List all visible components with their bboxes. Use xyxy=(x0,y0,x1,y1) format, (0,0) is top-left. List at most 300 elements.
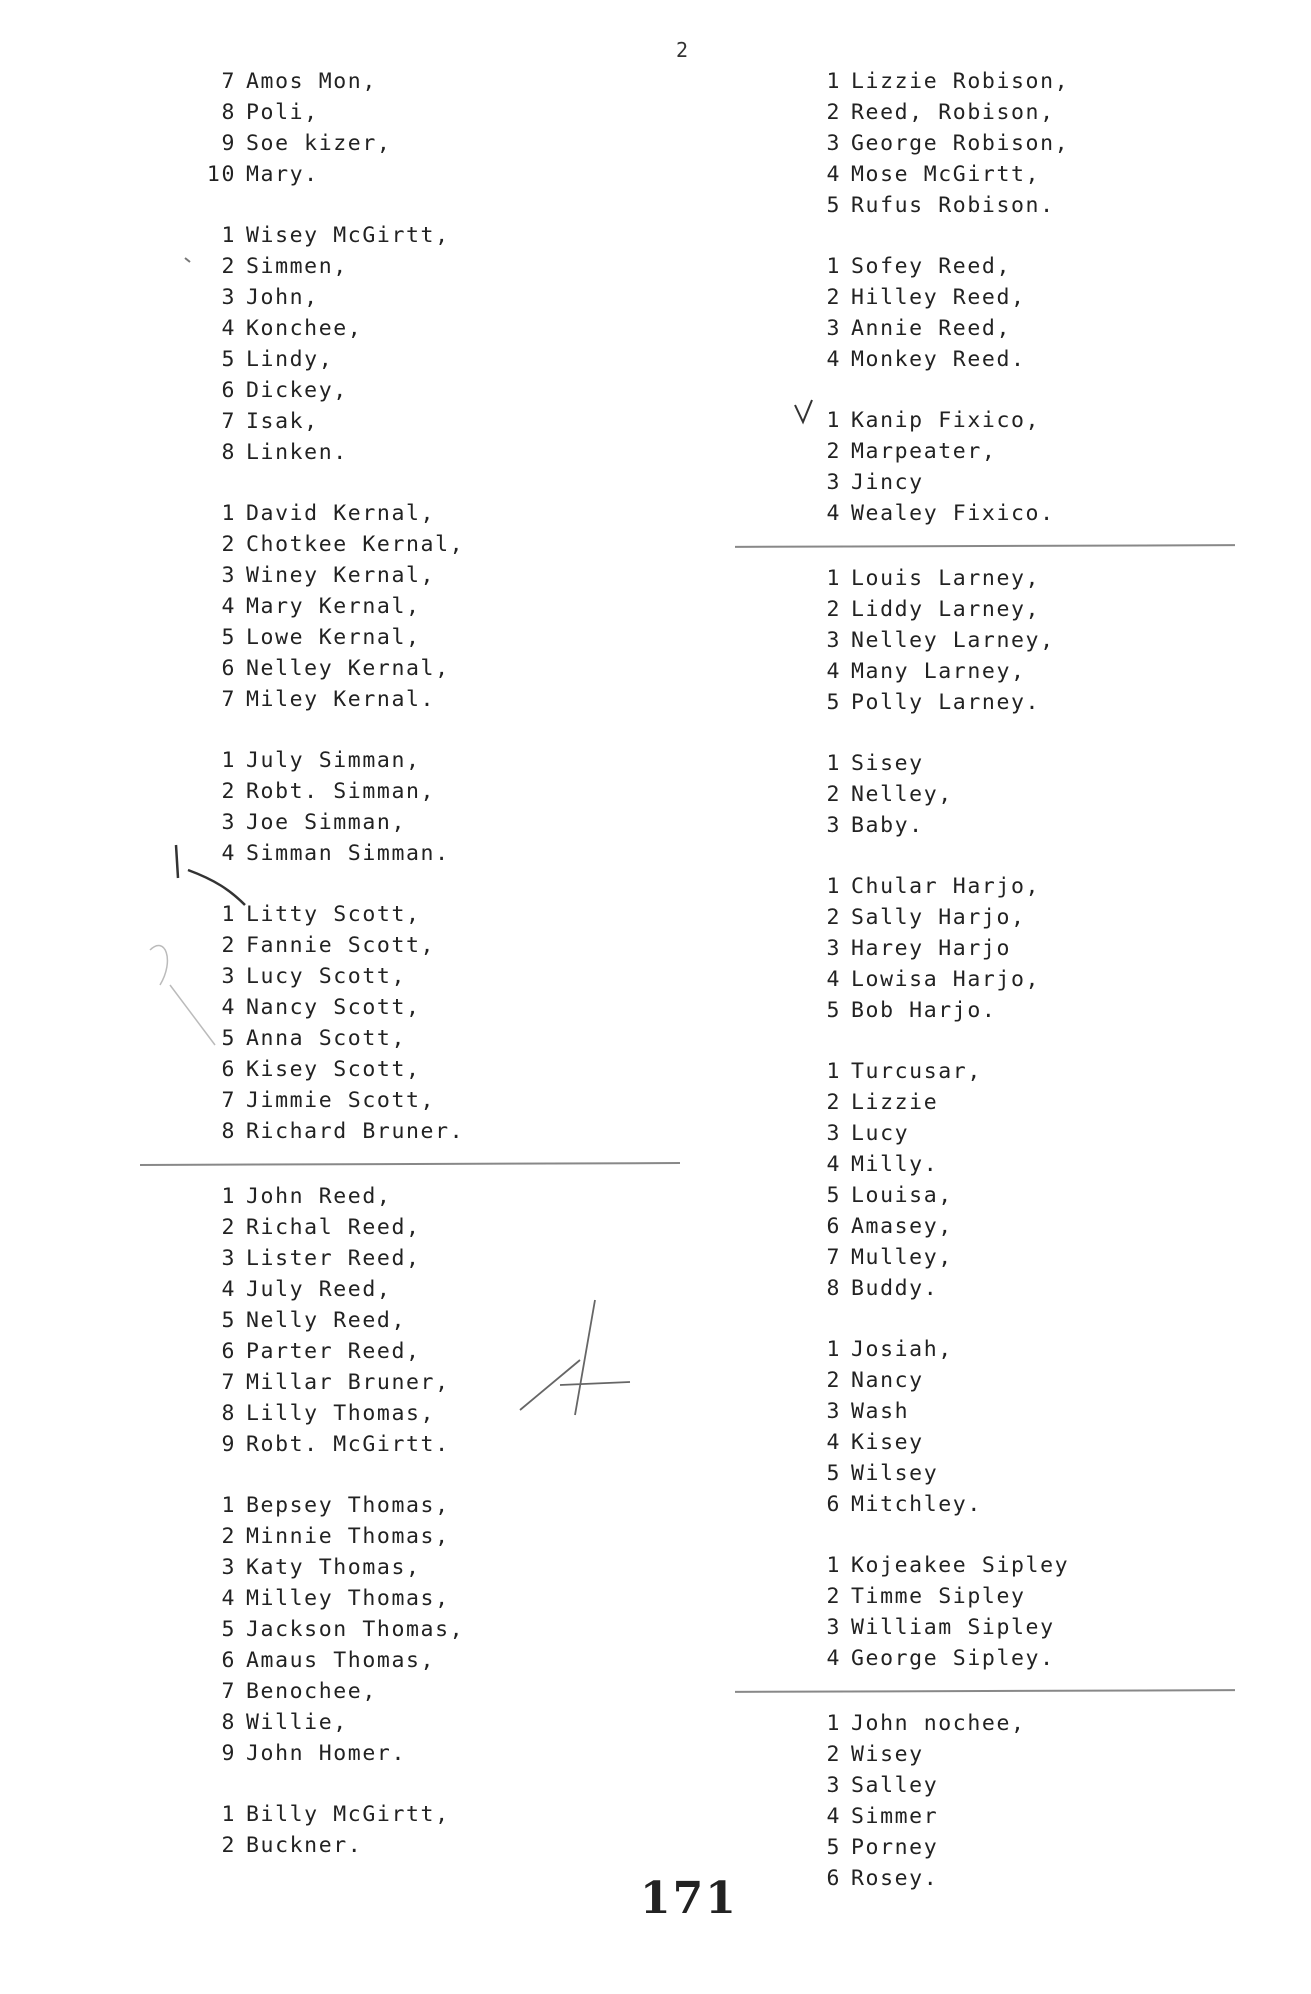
household-group xyxy=(200,498,720,715)
entry-name: July Simman, xyxy=(246,748,421,773)
entry-number: 7 xyxy=(826,1245,841,1270)
list-item xyxy=(200,1085,720,1116)
entry-name: Jimmie Scott, xyxy=(246,1088,436,1113)
list-item xyxy=(200,437,720,468)
entry-number: 3 xyxy=(826,131,841,156)
entry-number: 1 xyxy=(826,751,841,776)
entry-name: Simmen, xyxy=(246,254,348,279)
pencil-dot-mark xyxy=(185,258,190,262)
list-item xyxy=(200,1054,720,1085)
entry-name: Nelley, xyxy=(851,782,953,807)
list-item xyxy=(200,1336,720,1367)
list-item xyxy=(200,1367,720,1398)
entry-number: 7 xyxy=(221,1370,236,1395)
list-item xyxy=(200,1212,720,1243)
entry-name: Kanip Fixico, xyxy=(851,408,1041,433)
entry-name: Buckner. xyxy=(246,1833,363,1858)
entry-number: 4 xyxy=(826,347,841,372)
list-item xyxy=(200,776,720,807)
list-item xyxy=(805,498,1265,529)
entry-name: Mary Kernal, xyxy=(246,594,421,619)
list-item xyxy=(805,1489,1265,1520)
entry-number: 4 xyxy=(221,1277,236,1302)
entry-number: 7 xyxy=(221,1679,236,1704)
entry-number: 3 xyxy=(221,810,236,835)
entry-name: Simman Simman. xyxy=(246,841,450,866)
list-item xyxy=(805,1612,1265,1643)
entry-name: Lizzie xyxy=(851,1090,939,1115)
entry-number: 3 xyxy=(826,1773,841,1798)
entry-number: 2 xyxy=(221,779,236,804)
list-item xyxy=(805,871,1265,902)
entry-name: Mary. xyxy=(246,162,319,187)
list-item xyxy=(805,1550,1265,1581)
entry-number: 4 xyxy=(221,995,236,1020)
household-group xyxy=(805,1708,1265,1894)
entry-name: Josiah, xyxy=(851,1337,953,1362)
list-item xyxy=(200,653,720,684)
entry-number: 4 xyxy=(221,1586,236,1611)
entry-number: 2 xyxy=(221,1524,236,1549)
list-item xyxy=(200,560,720,591)
entry-name: Salley xyxy=(851,1773,939,1798)
list-item xyxy=(805,779,1265,810)
entry-number: 1 xyxy=(826,1059,841,1084)
list-item xyxy=(805,467,1265,498)
entry-number: 2 xyxy=(826,100,841,125)
entry-name: John Homer. xyxy=(246,1741,406,1766)
entry-name: Hilley Reed, xyxy=(851,285,1026,310)
entry-number: 5 xyxy=(221,1308,236,1333)
household-group xyxy=(200,745,720,869)
household-group xyxy=(200,66,720,190)
entry-number: 2 xyxy=(826,597,841,622)
entry-number: 2 xyxy=(826,782,841,807)
entry-name: Many Larney, xyxy=(851,659,1026,684)
household-group xyxy=(805,871,1265,1026)
entry-name: Millar Bruner, xyxy=(246,1370,450,1395)
entry-number: 5 xyxy=(826,193,841,218)
entry-number: 5 xyxy=(826,1835,841,1860)
entry-name: Richal Reed, xyxy=(246,1215,421,1240)
list-item xyxy=(200,1583,720,1614)
entry-number: 1 xyxy=(221,1184,236,1209)
list-item xyxy=(200,128,720,159)
list-item xyxy=(200,1676,720,1707)
list-item xyxy=(200,313,720,344)
entry-number: 1 xyxy=(826,69,841,94)
entry-number: 2 xyxy=(221,254,236,279)
entry-name: Turcusar, xyxy=(851,1059,982,1084)
entry-number: 4 xyxy=(826,1646,841,1671)
entry-name: Nelley Larney, xyxy=(851,628,1055,653)
entry-name: Minnie Thomas, xyxy=(246,1524,450,1549)
entry-name: George Sipley. xyxy=(851,1646,1055,1671)
list-item xyxy=(805,625,1265,656)
entry-number: 1 xyxy=(826,254,841,279)
list-item xyxy=(200,159,720,190)
entry-number: 8 xyxy=(221,1710,236,1735)
entry-name: Kisey xyxy=(851,1430,924,1455)
entry-name: Litty Scott, xyxy=(246,902,421,927)
list-item xyxy=(805,1149,1265,1180)
list-item xyxy=(805,1770,1265,1801)
entry-name: William Sipley xyxy=(851,1615,1055,1640)
list-item xyxy=(200,1707,720,1738)
list-item xyxy=(200,344,720,375)
entry-number: 2 xyxy=(826,905,841,930)
list-item xyxy=(200,220,720,251)
entry-number: 1 xyxy=(826,408,841,433)
entry-number: 10 xyxy=(206,162,236,187)
entry-name: Winey Kernal, xyxy=(246,563,436,588)
list-item xyxy=(805,1832,1265,1863)
entry-name: Lizzie Robison, xyxy=(851,69,1070,94)
entry-number: 3 xyxy=(221,1246,236,1271)
entry-name: Kisey Scott, xyxy=(246,1057,421,1082)
entry-number: 6 xyxy=(221,1339,236,1364)
list-item xyxy=(805,1087,1265,1118)
household-group xyxy=(805,251,1265,375)
entry-name: Mulley, xyxy=(851,1245,953,1270)
entry-number: 9 xyxy=(221,1741,236,1766)
entry-number: 3 xyxy=(826,1399,841,1424)
list-item xyxy=(805,594,1265,625)
entry-number: 5 xyxy=(826,690,841,715)
entry-name: Bepsey Thomas, xyxy=(246,1493,450,1518)
entry-name: Sally Harjo, xyxy=(851,905,1026,930)
list-item xyxy=(805,1458,1265,1489)
list-item xyxy=(200,1181,720,1212)
entry-name: Wilsey xyxy=(851,1461,939,1486)
list-item xyxy=(805,251,1265,282)
entry-number: 4 xyxy=(221,316,236,341)
list-item xyxy=(200,375,720,406)
household-group xyxy=(805,1334,1265,1520)
list-item xyxy=(200,282,720,313)
list-item xyxy=(805,1708,1265,1739)
entry-name: Simmer xyxy=(851,1804,939,1829)
entry-number: 8 xyxy=(221,1401,236,1426)
entry-number: 6 xyxy=(221,1648,236,1673)
list-item xyxy=(200,1738,720,1769)
list-item xyxy=(200,1305,720,1336)
entry-number: 2 xyxy=(826,1090,841,1115)
household-group xyxy=(200,899,720,1147)
entry-name: Linken. xyxy=(246,440,348,465)
list-item xyxy=(805,933,1265,964)
entry-number: 1 xyxy=(826,874,841,899)
entry-number: 3 xyxy=(826,316,841,341)
list-item xyxy=(200,992,720,1023)
entry-name: Fannie Scott, xyxy=(246,933,436,958)
list-item xyxy=(805,1801,1265,1832)
entry-number: 1 xyxy=(826,1553,841,1578)
list-item xyxy=(805,902,1265,933)
entry-name: Mose McGirtt, xyxy=(851,162,1041,187)
entry-number: 3 xyxy=(826,628,841,653)
entry-name: Willie, xyxy=(246,1710,348,1735)
entry-number: 1 xyxy=(221,902,236,927)
divider-line xyxy=(140,1162,680,1166)
list-item xyxy=(805,282,1265,313)
entry-number: 1 xyxy=(221,223,236,248)
entry-name: Katy Thomas, xyxy=(246,1555,421,1580)
entry-number: 3 xyxy=(221,1555,236,1580)
right-column xyxy=(805,66,1265,1924)
entry-name: Nelly Reed, xyxy=(246,1308,406,1333)
entry-number: 2 xyxy=(221,532,236,557)
list-item xyxy=(200,406,720,437)
entry-name: John, xyxy=(246,285,319,310)
list-item xyxy=(200,97,720,128)
entry-name: Lucy xyxy=(851,1121,910,1146)
entry-number: 5 xyxy=(826,1461,841,1486)
entry-name: Wisey McGirtt, xyxy=(246,223,450,248)
entry-number: 3 xyxy=(826,813,841,838)
list-item xyxy=(200,1645,720,1676)
list-item xyxy=(200,1521,720,1552)
list-item xyxy=(200,1023,720,1054)
entry-number: 6 xyxy=(221,378,236,403)
list-item xyxy=(805,563,1265,594)
entry-name: Lowe Kernal, xyxy=(246,625,421,650)
entry-name: Wash xyxy=(851,1399,910,1424)
entry-number: 2 xyxy=(826,1742,841,1767)
list-item xyxy=(805,159,1265,190)
entry-name: Jackson Thomas, xyxy=(246,1617,465,1642)
entry-name: Marpeater, xyxy=(851,439,997,464)
entry-name: Lucy Scott, xyxy=(246,964,406,989)
list-item xyxy=(805,313,1265,344)
list-item xyxy=(200,529,720,560)
entry-number: 1 xyxy=(826,1711,841,1736)
entry-number: 6 xyxy=(221,1057,236,1082)
entry-name: Porney xyxy=(851,1835,939,1860)
household-group xyxy=(200,1181,720,1460)
entry-name: John nochee, xyxy=(851,1711,1026,1736)
entry-name: Nelley Kernal, xyxy=(246,656,450,681)
entry-name: Miley Kernal. xyxy=(246,687,436,712)
entry-name: Baby. xyxy=(851,813,924,838)
entry-name: Wealey Fixico. xyxy=(851,501,1055,526)
list-item xyxy=(805,995,1265,1026)
entry-name: Liddy Larney, xyxy=(851,597,1041,622)
entry-name: Lilly Thomas, xyxy=(246,1401,436,1426)
list-item xyxy=(805,405,1265,436)
entry-name: Bob Harjo. xyxy=(851,998,997,1023)
entry-name: Lindy, xyxy=(246,347,334,372)
entry-number: 5 xyxy=(221,1026,236,1051)
entry-number: 4 xyxy=(221,841,236,866)
entry-name: Annie Reed, xyxy=(851,316,1011,341)
entry-number: 4 xyxy=(826,1430,841,1455)
entry-number: 2 xyxy=(826,1368,841,1393)
divider-line xyxy=(735,1689,1235,1693)
entry-name: Anna Scott, xyxy=(246,1026,406,1051)
list-item xyxy=(200,807,720,838)
list-item xyxy=(200,930,720,961)
list-item xyxy=(200,745,720,776)
entry-name: Chotkee Kernal, xyxy=(246,532,465,557)
list-item xyxy=(805,1863,1265,1894)
list-item xyxy=(200,1274,720,1305)
list-item xyxy=(200,684,720,715)
list-item xyxy=(200,899,720,930)
entry-name: Nancy Scott, xyxy=(246,995,421,1020)
entry-number: 5 xyxy=(221,1617,236,1642)
household-group xyxy=(805,66,1265,221)
entry-number: 7 xyxy=(221,409,236,434)
entry-number: 1 xyxy=(826,1337,841,1362)
entry-name: David Kernal, xyxy=(246,501,436,526)
entry-number: 4 xyxy=(826,967,841,992)
list-item xyxy=(200,66,720,97)
entry-number: 8 xyxy=(826,1276,841,1301)
entry-number: 7 xyxy=(221,69,236,94)
entry-name: Amaus Thomas, xyxy=(246,1648,436,1673)
entry-name: Chular Harjo, xyxy=(851,874,1041,899)
entry-number: 4 xyxy=(221,594,236,619)
list-item xyxy=(200,498,720,529)
entry-number: 5 xyxy=(221,625,236,650)
left-column xyxy=(200,66,720,1891)
entry-number: 2 xyxy=(221,1215,236,1240)
entry-number: 8 xyxy=(221,100,236,125)
entry-number: 4 xyxy=(826,501,841,526)
entry-number: 9 xyxy=(221,1432,236,1457)
list-item xyxy=(200,1429,720,1460)
entry-name: Isak, xyxy=(246,409,319,434)
entry-name: July Reed, xyxy=(246,1277,392,1302)
entry-number: 3 xyxy=(221,964,236,989)
entry-name: Parter Reed, xyxy=(246,1339,421,1364)
household-group xyxy=(805,563,1265,718)
list-item xyxy=(200,838,720,869)
entry-number: 2 xyxy=(826,285,841,310)
entry-name: Benochee, xyxy=(246,1679,377,1704)
list-item xyxy=(805,1581,1265,1612)
entry-number: 6 xyxy=(826,1492,841,1517)
entry-name: Milly. xyxy=(851,1152,939,1177)
entry-number: 2 xyxy=(826,439,841,464)
entry-number: 3 xyxy=(221,285,236,310)
list-item xyxy=(200,1552,720,1583)
list-item xyxy=(805,1427,1265,1458)
entry-number: 6 xyxy=(826,1866,841,1891)
entry-name: Robt. McGirtt. xyxy=(246,1432,450,1457)
household-group xyxy=(805,1550,1265,1674)
list-item xyxy=(805,97,1265,128)
entry-name: Richard Bruner. xyxy=(246,1119,465,1144)
entry-number: 1 xyxy=(221,501,236,526)
entry-number: 4 xyxy=(826,659,841,684)
entry-number: 5 xyxy=(221,347,236,372)
entry-number: 2 xyxy=(826,1584,841,1609)
list-item xyxy=(805,66,1265,97)
entry-number: 1 xyxy=(221,748,236,773)
entry-number: 3 xyxy=(826,1121,841,1146)
list-item xyxy=(805,1118,1265,1149)
list-item xyxy=(200,1398,720,1429)
entry-name: Jincy xyxy=(851,470,924,495)
entry-name: Billy McGirtt, xyxy=(246,1802,450,1827)
entry-number: 7 xyxy=(221,687,236,712)
entry-number: 8 xyxy=(221,1119,236,1144)
entry-name: Nancy xyxy=(851,1368,924,1393)
list-item xyxy=(805,1334,1265,1365)
entry-name: Monkey Reed. xyxy=(851,347,1026,372)
list-item xyxy=(805,1396,1265,1427)
entry-name: Milley Thomas, xyxy=(246,1586,450,1611)
entry-name: Mitchley. xyxy=(851,1492,982,1517)
household-group xyxy=(805,405,1265,529)
list-item xyxy=(805,1242,1265,1273)
entry-name: Lister Reed, xyxy=(246,1246,421,1271)
entry-number: 4 xyxy=(826,1152,841,1177)
household-group xyxy=(805,1056,1265,1304)
list-item xyxy=(805,748,1265,779)
entry-name: Sofey Reed, xyxy=(851,254,1011,279)
entry-name: Konchee, xyxy=(246,316,363,341)
entry-number: 3 xyxy=(826,936,841,961)
divider-line xyxy=(735,544,1235,548)
list-item xyxy=(805,810,1265,841)
list-item xyxy=(805,656,1265,687)
entry-name: Louisa, xyxy=(851,1183,953,1208)
entry-name: Robt. Simman, xyxy=(246,779,436,804)
list-item xyxy=(200,1116,720,1147)
entry-number: 2 xyxy=(221,933,236,958)
entry-number: 3 xyxy=(221,563,236,588)
entry-name: Polly Larney. xyxy=(851,690,1041,715)
entry-name: George Robison, xyxy=(851,131,1070,156)
list-item xyxy=(805,128,1265,159)
entry-name: Amasey, xyxy=(851,1214,953,1239)
list-item xyxy=(805,1273,1265,1304)
entry-name: Harey Harjo xyxy=(851,936,1011,961)
page-number-top: 2 xyxy=(676,38,689,62)
list-item xyxy=(200,591,720,622)
list-item xyxy=(200,1830,720,1861)
list-item xyxy=(805,1211,1265,1242)
list-item xyxy=(805,1056,1265,1087)
entry-name: John Reed, xyxy=(246,1184,392,1209)
list-item xyxy=(200,1799,720,1830)
entry-number: 5 xyxy=(826,1183,841,1208)
entry-name: Rosey. xyxy=(851,1866,939,1891)
list-item xyxy=(805,1180,1265,1211)
entry-name: Soe kizer, xyxy=(246,131,392,156)
entry-name: Buddy. xyxy=(851,1276,939,1301)
household-group xyxy=(200,220,720,468)
entry-number: 1 xyxy=(221,1493,236,1518)
list-item xyxy=(805,436,1265,467)
list-item xyxy=(200,251,720,282)
entry-number: 9 xyxy=(221,131,236,156)
list-item xyxy=(200,1490,720,1521)
entry-number: 8 xyxy=(221,440,236,465)
entry-number: 3 xyxy=(826,470,841,495)
entry-name: Joe Simman, xyxy=(246,810,406,835)
list-item xyxy=(200,622,720,653)
entry-name: Wisey xyxy=(851,1742,924,1767)
list-item xyxy=(200,961,720,992)
list-item xyxy=(805,1643,1265,1674)
household-group xyxy=(200,1490,720,1769)
entry-name: Sisey xyxy=(851,751,924,776)
entry-number: 3 xyxy=(826,1615,841,1640)
